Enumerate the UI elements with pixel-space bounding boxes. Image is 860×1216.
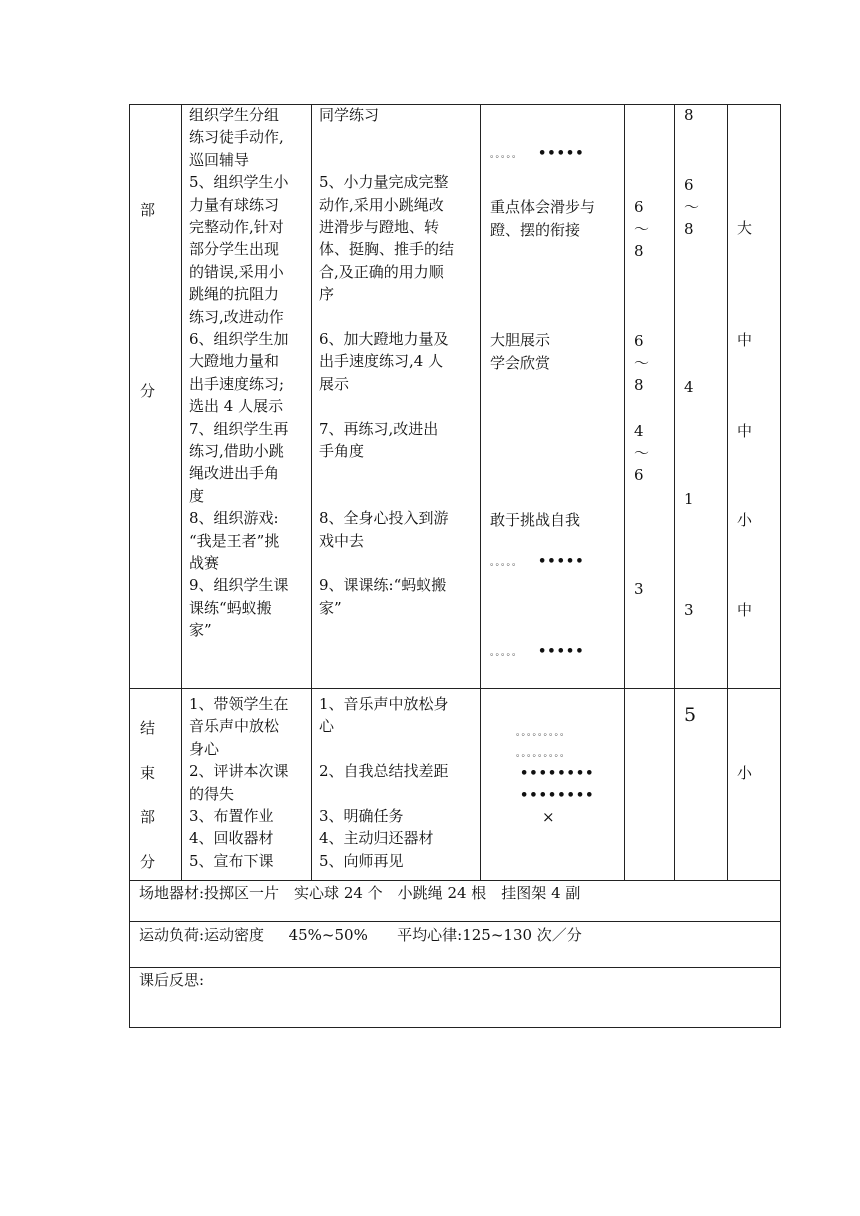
student-activity-line: 出手速度练习,4 人 — [319, 352, 444, 371]
ending-teacher-line: 的得失 — [189, 784, 235, 803]
teacher-activity-line: 跳绳的抗阻力 — [189, 285, 280, 304]
teacher-activity-line: 力量有球练习 — [189, 195, 280, 214]
practice-times: 3 — [634, 580, 644, 598]
row-divider-equipment — [129, 880, 781, 881]
col-divider-6 — [727, 104, 728, 880]
formation-dots-group: ••••• — [538, 554, 585, 569]
teacher-activity-line: 度 — [189, 486, 205, 505]
student-activity-line: 动作,采用小跳绳改 — [319, 195, 444, 214]
formation-dots-students: 。。。。。 — [490, 558, 523, 568]
student-activity-line: 7、再练习,改进出 — [319, 419, 439, 438]
ending-student-line: 2、自我总结找差距 — [319, 762, 449, 781]
student-activity-line: 6、加大蹬地力量及 — [319, 330, 449, 348]
ending-section-label-3: 部 — [140, 808, 156, 826]
main-section-label-2: 分 — [140, 382, 156, 400]
teacher-activity-line: 出手速度练习; — [189, 374, 285, 393]
ending-teacher-line: 4、回收器材 — [189, 829, 274, 848]
intensity-level: 大 — [737, 219, 753, 237]
teacher-activity-line: 课练“蚂蚁搬 — [189, 598, 272, 617]
formation-note: 蹬、摆的衔接 — [490, 221, 581, 239]
col-divider-1 — [181, 104, 182, 880]
practice-times: 6 — [634, 332, 644, 350]
ending-intensity: 小 — [737, 764, 753, 782]
teacher-activity-line: 家” — [189, 621, 212, 640]
student-activity-line: 5、小力量完成完整 — [319, 173, 449, 192]
reflection-row: 课后反思: — [139, 971, 205, 989]
teacher-activity-line: 组织学生分组 — [189, 106, 280, 124]
col-divider-5 — [674, 104, 675, 880]
main-section-label-1: 部 — [140, 201, 156, 219]
practice-times: 8 — [634, 376, 644, 394]
practice-count: ～ — [684, 198, 700, 216]
student-activity-line: 戏中去 — [319, 531, 365, 550]
formation-dots-students: 。。。。。 — [490, 648, 523, 658]
ending-teacher-line: 2、评讲本次课 — [189, 762, 289, 781]
formation-dots-group: ••••• — [538, 644, 585, 659]
practice-times: ～ — [634, 220, 650, 238]
teacher-activity-line: 部分学生出现 — [189, 240, 280, 259]
teacher-activity-line: 战赛 — [189, 554, 220, 572]
teacher-activity-line: 选出 4 人展示 — [189, 397, 284, 416]
ending-formation-row-1: 。。。。。。。。。 — [516, 728, 571, 738]
student-activity-line: 序 — [319, 285, 335, 304]
practice-times: ～ — [634, 444, 650, 462]
practice-times: 6 — [634, 198, 644, 216]
ending-count: 5 — [684, 704, 697, 726]
intensity-level: 中 — [737, 601, 753, 619]
student-activity-line: 9、课课练:“蚂蚁搬 — [319, 576, 447, 595]
intensity-level: 中 — [737, 331, 753, 349]
formation-note: 大胆展示 — [490, 331, 551, 349]
practice-times: 4 — [634, 422, 644, 440]
ending-section-label-1: 结 — [140, 719, 156, 737]
col-divider-4 — [624, 104, 625, 880]
ending-student-line: 4、主动归还器材 — [319, 829, 434, 848]
practice-times: 6 — [634, 466, 644, 484]
teacher-activity-line: 练习,改进动作 — [189, 307, 284, 326]
ending-student-line: 1、音乐声中放松身 — [319, 695, 449, 713]
teacher-activity-line: 绳改进出手角 — [189, 464, 280, 483]
ending-teacher-line: 5、宣布下课 — [189, 851, 274, 870]
practice-count: 8 — [684, 106, 694, 124]
teacher-activity-line: 6、组织学生加 — [189, 330, 289, 348]
ending-student-line: 5、向师再见 — [319, 851, 404, 870]
practice-count: 1 — [684, 490, 694, 508]
teacher-activity-line: 练习,借助小跳 — [189, 442, 284, 460]
row-divider-reflection — [129, 967, 781, 968]
student-activity-line: 手角度 — [319, 442, 365, 460]
teacher-activity-line: 8、组织游戏: — [189, 509, 279, 528]
practice-count: 4 — [684, 378, 694, 396]
student-activity-line: 展示 — [319, 374, 350, 393]
intensity-level: 中 — [737, 422, 753, 440]
ending-section-label-4: 分 — [140, 853, 156, 871]
ending-teacher-line: 1、带领学生在 — [189, 695, 289, 713]
student-activity-line: 进滑步与蹬地、转 — [319, 218, 440, 236]
teacher-activity-line: 5、组织学生小 — [189, 173, 289, 192]
ending-formation-teacher-mark: × — [542, 808, 555, 826]
col-divider-2 — [311, 104, 312, 880]
row-divider-main-end — [129, 688, 781, 689]
teacher-activity-line: 巡回辅导 — [189, 150, 250, 169]
teacher-activity-line: “我是王者”挑 — [189, 531, 280, 550]
practice-count: 3 — [684, 601, 694, 619]
ending-teacher-line: 3、布置作业 — [189, 807, 274, 825]
student-activity-line: 合,及正确的用力顺 — [319, 262, 444, 281]
teacher-activity-line: 练习徒手动作, — [189, 128, 284, 147]
ending-teacher-line: 身心 — [189, 739, 220, 758]
teacher-activity-line: 9、组织学生课 — [189, 576, 289, 595]
formation-note: 学会欣赏 — [490, 354, 551, 372]
ending-formation-row-3: •••••••• — [520, 766, 595, 781]
teacher-activity-line: 大蹬地力量和 — [189, 352, 280, 371]
teacher-activity-line: 完整动作,针对 — [189, 218, 284, 236]
student-activity-line: 体、挺胸、推手的结 — [319, 240, 455, 259]
teacher-activity-line: 7、组织学生再 — [189, 419, 289, 438]
student-activity-line: 8、全身心投入到游 — [319, 509, 449, 528]
practice-count: 8 — [684, 220, 694, 238]
ending-student-line: 心 — [319, 717, 335, 736]
formation-dots-group: ••••• — [538, 146, 585, 161]
student-activity-line: 同学练习 — [319, 106, 380, 124]
exercise-load-row: 运动负荷:运动密度 45%~50% 平均心律:125~130 次／分 — [139, 926, 582, 944]
ending-teacher-line: 音乐声中放松 — [189, 717, 280, 736]
teacher-activity-line: 的错误,采用小 — [189, 262, 284, 281]
practice-times: ～ — [634, 354, 650, 372]
ending-formation-row-4: •••••••• — [520, 788, 595, 803]
col-divider-3 — [480, 104, 481, 880]
ending-student-line: 3、明确任务 — [319, 807, 404, 825]
practice-count: 6 — [684, 176, 694, 194]
intensity-level: 小 — [737, 511, 753, 529]
student-activity-line: 家” — [319, 598, 342, 617]
equipment-row: 场地器材:投掷区一片 实心球 24 个 小跳绳 24 根 挂图架 4 副 — [139, 884, 581, 902]
formation-note: 敢于挑战自我 — [490, 511, 581, 529]
practice-times: 8 — [634, 242, 644, 260]
ending-section-label-2: 束 — [140, 764, 156, 782]
ending-formation-row-2: 。。。。。。。。。 — [516, 749, 571, 759]
row-divider-load — [129, 921, 781, 922]
formation-note: 重点体会滑步与 — [490, 198, 596, 216]
formation-dots-students: 。。。。。 — [490, 150, 523, 160]
